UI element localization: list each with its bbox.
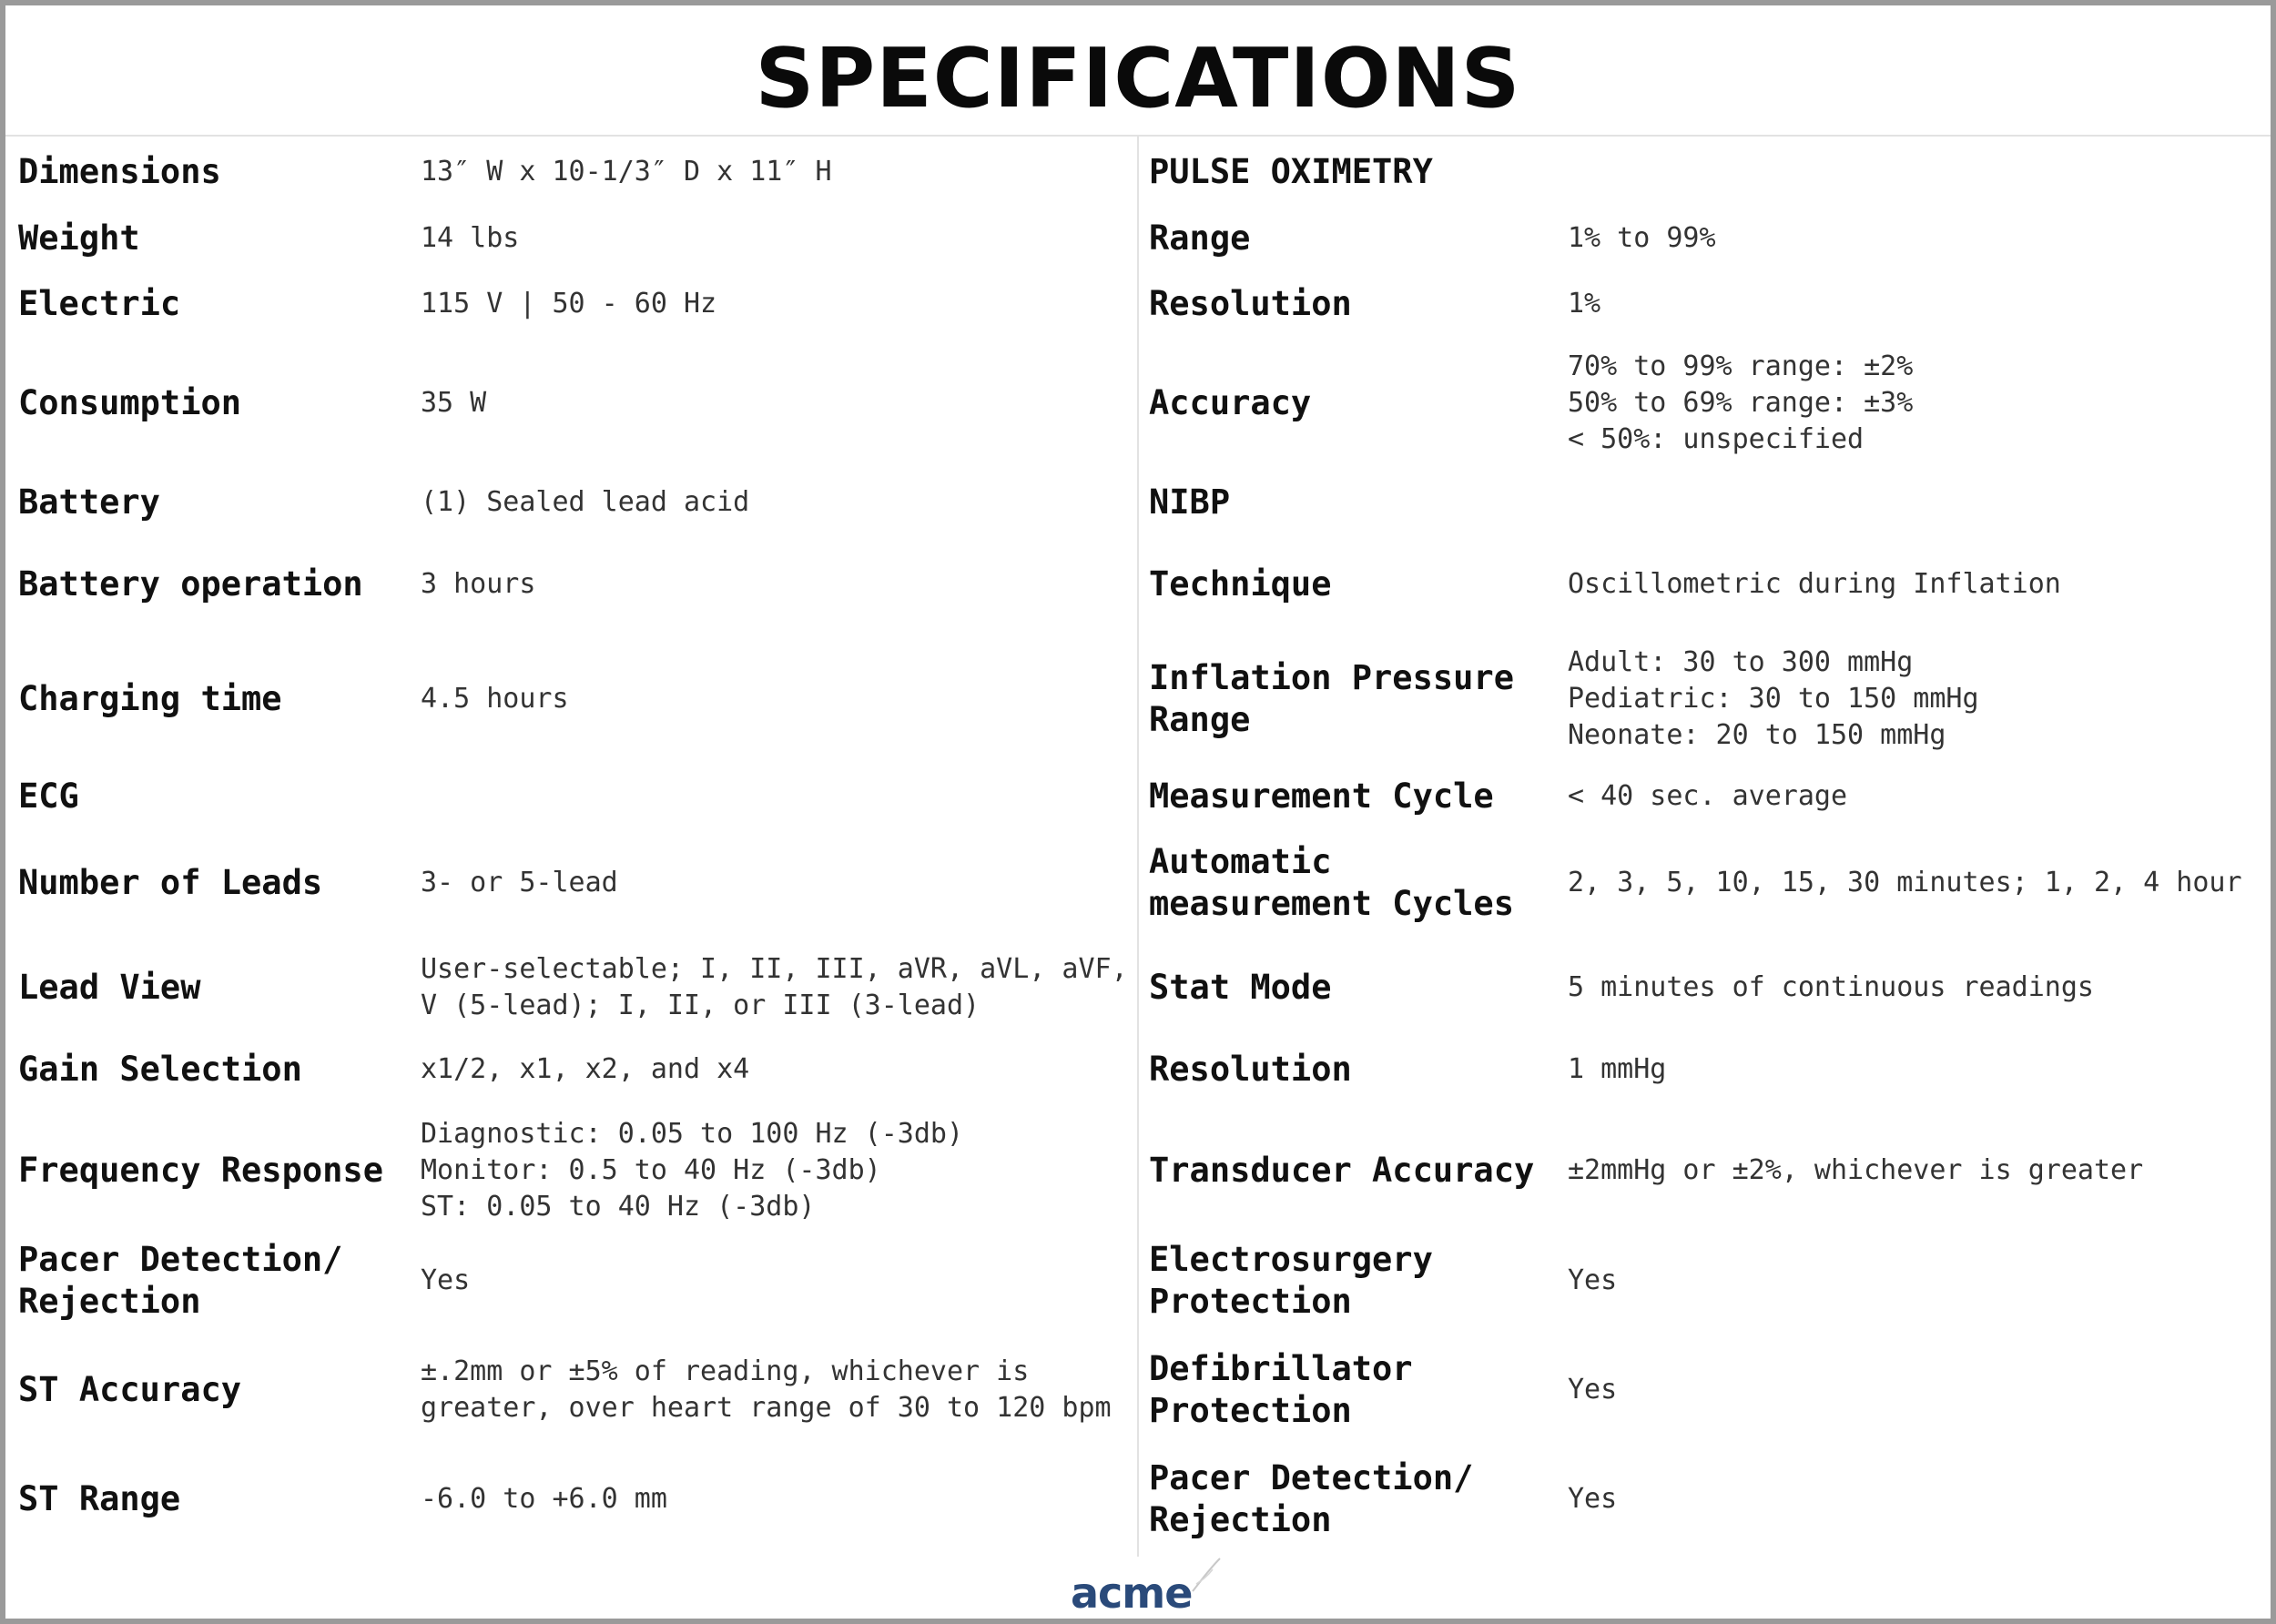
spec-value: Yes xyxy=(1568,1483,1618,1515)
spec-label: Accuracy xyxy=(1149,383,1312,422)
spec-label: Defibrillator Protection xyxy=(1149,1349,1413,1430)
spec-row-resolution xyxy=(1149,1038,2271,1101)
spec-row-defibrillator-protection xyxy=(1149,1322,2271,1458)
spec-row-pacer-detection-rejection xyxy=(1149,1458,2271,1540)
spec-row-gain-selection xyxy=(18,1038,1134,1101)
spec-value: 14 lbs xyxy=(421,222,520,254)
spec-label: Automatic measurement Cycles xyxy=(1149,842,1514,923)
spec-label: Transducer Accuracy xyxy=(1149,1151,1535,1190)
spec-label: Lead View xyxy=(18,968,201,1007)
spec-label: Number of Leads xyxy=(18,863,323,902)
spec-label: Dimensions xyxy=(18,152,221,191)
spec-label: Battery operation xyxy=(18,564,363,604)
brand-logo xyxy=(1071,1569,1192,1617)
spec-value: < 40 sec. average xyxy=(1568,780,1848,812)
spec-row-measurement-cycle xyxy=(1149,765,2271,828)
spec-value: 1% xyxy=(1568,288,1601,320)
spec-label: Weight xyxy=(18,218,140,258)
spec-value: ±.2mm or ±5% of reading, whichever is greater, over heart range of 30 to 120 bpm xyxy=(421,1355,1112,1424)
spec-value: Adult: 30 to 300 mmHg Pediatric: 30 to 150 mmHg Neonate: 20 to 150 mmHg xyxy=(1568,646,1979,751)
spec-value: 3- or 5-lead xyxy=(421,867,618,898)
spec-row-nibp xyxy=(1149,470,2271,535)
column-divider xyxy=(1137,137,1139,1557)
spec-row-stat-mode xyxy=(1149,938,2271,1038)
spec-row-st-accuracy xyxy=(18,1322,1134,1458)
spec-row-pacer-detection-rejection xyxy=(18,1240,1134,1322)
spec-value: 4.5 hours xyxy=(421,683,569,715)
spec-label: Frequency Response xyxy=(18,1151,383,1190)
spec-label: Pacer Detection/ Rejection xyxy=(1149,1458,1474,1539)
spec-label: Charging time xyxy=(18,679,282,718)
spec-label: PULSE OXIMETRY xyxy=(1149,152,1433,191)
spec-value: ±2mmHg or ±2%, whichever is greater xyxy=(1568,1154,2144,1186)
spec-label: Electric xyxy=(18,284,181,323)
spec-value: 70% to 99% range: ±2% 50% to 69% range: ±3% < 50%: unspecified xyxy=(1568,350,1914,455)
spec-row-battery-operation xyxy=(18,535,1134,634)
spec-row-dimensions xyxy=(18,138,1134,206)
spec-label: Stat Mode xyxy=(1149,968,1332,1007)
spec-row-electrosurgery-protection xyxy=(1149,1240,2271,1322)
spec-label: Inflation Pressure Range xyxy=(1149,658,1514,739)
spec-label: ST Accuracy xyxy=(18,1370,242,1409)
spec-label: Pacer Detection/ Rejection xyxy=(18,1240,343,1321)
spec-value: 3 hours xyxy=(421,568,536,600)
spec-label: ST Range xyxy=(18,1479,181,1518)
spec-label: Resolution xyxy=(1149,1050,1352,1089)
spec-label: Technique xyxy=(1149,564,1332,604)
spec-row-number-of-leads xyxy=(18,828,1134,938)
spec-label: Range xyxy=(1149,218,1251,258)
spec-row-inflation-pressure-range xyxy=(1149,634,2271,765)
spec-value: 1 mmHg xyxy=(1568,1053,1667,1085)
spec-label: Battery xyxy=(18,482,160,522)
spec-value: Yes xyxy=(1568,1374,1618,1406)
spec-label: Gain Selection xyxy=(18,1050,302,1089)
page-title: SPECIFICATIONS xyxy=(755,31,1521,127)
spec-row-resolution xyxy=(1149,271,2271,337)
spec-value: 13″ W x 10-1/3″ D x 11″ H xyxy=(421,156,832,188)
spec-row-transducer-accuracy xyxy=(1149,1101,2271,1240)
spec-row-charging-time xyxy=(18,634,1134,765)
spec-label: Consumption xyxy=(18,383,242,422)
brand-swoosh-icon xyxy=(1191,1557,1222,1593)
spec-row-pulse-oximetry xyxy=(1149,138,2271,206)
spec-row-lead-view xyxy=(18,938,1134,1038)
spec-row-weight xyxy=(18,206,1134,271)
spec-label: NIBP xyxy=(1149,482,1231,522)
spec-label: Resolution xyxy=(1149,284,1352,323)
spec-row-technique xyxy=(1149,535,2271,634)
spec-value: 2, 3, 5, 10, 15, 30 minutes; 1, 2, 4 hour xyxy=(1568,867,2242,898)
spec-row-battery xyxy=(18,470,1134,535)
left-spec-column xyxy=(18,138,1134,1540)
spec-value: x1/2, x1, x2, and x4 xyxy=(421,1053,750,1085)
spec-value: 1% to 99% xyxy=(1568,222,1716,254)
spec-value: Yes xyxy=(421,1264,471,1296)
spec-label: ECG xyxy=(18,776,79,816)
spec-value: -6.0 to +6.0 mm xyxy=(421,1483,667,1515)
spec-value: (1) Sealed lead acid xyxy=(421,486,750,518)
spec-row-electric xyxy=(18,271,1134,337)
spec-value: 35 W xyxy=(421,387,487,419)
right-spec-column xyxy=(1149,138,2271,1540)
spec-label: Electrosurgery Protection xyxy=(1149,1240,1433,1321)
brand-logo-text: acme xyxy=(1071,1568,1193,1618)
spec-value: User-selectable; I, II, III, aVR, aVL, aVF, V (5-lead); I, II, or III (3-lead) xyxy=(421,953,1128,1021)
spec-row-consumption xyxy=(18,337,1134,470)
spec-row-st-range xyxy=(18,1458,1134,1540)
spec-value: Oscillometric during Inflation xyxy=(1568,568,2061,600)
spec-value: 115 V | 50 - 60 Hz xyxy=(421,288,717,320)
spec-label: Measurement Cycle xyxy=(1149,776,1494,816)
spec-value: Yes xyxy=(1568,1264,1618,1296)
spec-row-frequency-response xyxy=(18,1101,1134,1240)
spec-value: 5 minutes of continuous readings xyxy=(1568,971,2094,1003)
spec-value: Diagnostic: 0.05 to 100 Hz (-3db) Monitor: 0.5 to 40 Hz (-3db) ST: 0.05 to 40 Hz (-3db) xyxy=(421,1118,964,1223)
spec-row-ecg xyxy=(18,765,1134,828)
spec-row-accuracy xyxy=(1149,337,2271,470)
spec-row-range xyxy=(1149,206,2271,271)
spec-row-automatic-measurement-cycles xyxy=(1149,828,2271,938)
